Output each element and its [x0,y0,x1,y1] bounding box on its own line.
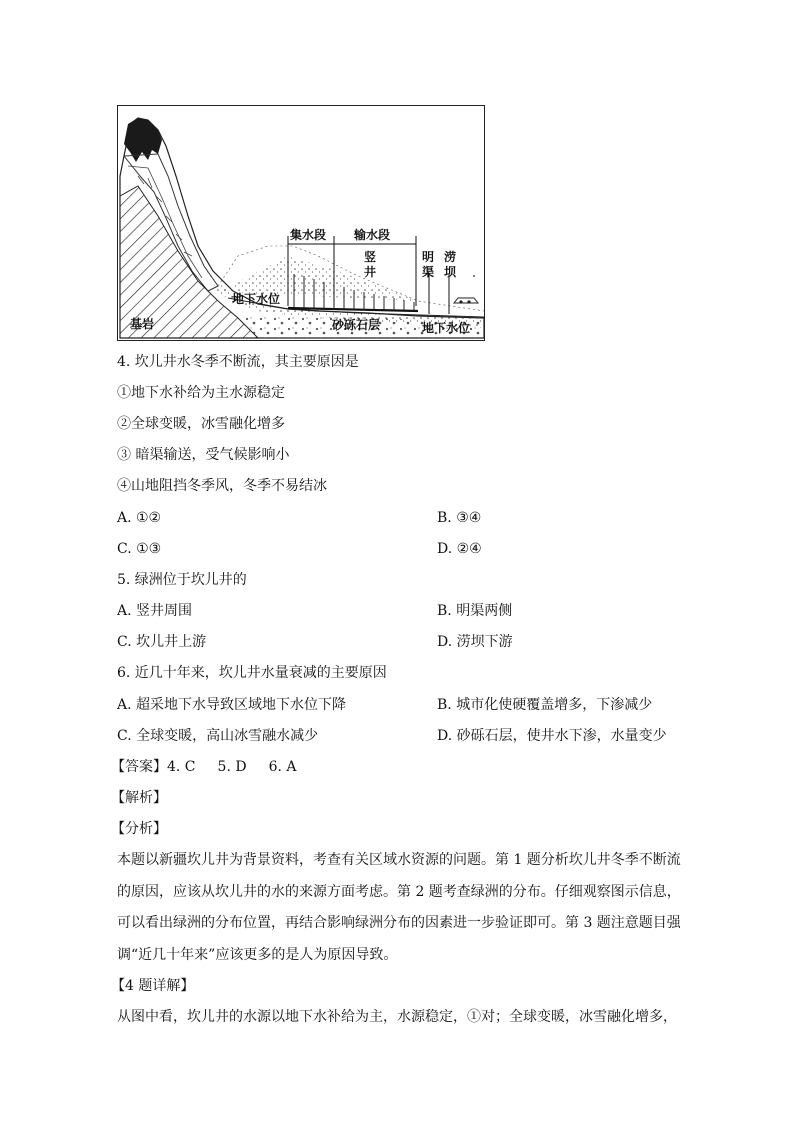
q5-stem: 5. 绿洲位于坎儿井的 [117,572,247,588]
label-transport-section: 输水段 [354,228,391,242]
label-dam-1: 涝 [444,250,457,264]
dam-shape [454,298,478,303]
answer-line [111,757,319,777]
answer-6: 6. A [268,759,297,775]
label-dam-2: 坝 [444,265,457,279]
label-bedrock: 基岩 [130,317,155,331]
detail-4-text: 从图中看，坎儿井的水源以地下水补给为主，水源稳定，①对；全球变暖，冰雪融化增多， [117,1009,677,1025]
q6-option-c: C. 全球变暖，高山冰雪融水减少 [117,728,319,744]
q4-item-1: ①地下水补给为主水源稳定 [117,385,285,401]
q4-option-c: C. ①③ [117,541,162,557]
answer-label: 【答案】 [111,759,167,775]
detail-4-heading: 【4 题详解】 [111,978,195,994]
answer-4: 4. C [167,759,196,775]
q4-item-3: ③ 暗渠输送，受气候影响小 [117,447,290,463]
analysis-heading: 【解析】 [111,790,167,806]
q6-option-a: A. 超采地下水导致区域地下水位下降 [117,697,347,713]
label-shaft-1: 竖 [364,250,377,264]
label-groundwater-right: 地下水位 [422,321,471,335]
q4-option-b: B. ③④ [437,510,482,526]
label-open-channel-1: 明 [422,250,435,264]
q5-option-b: B. 明渠两侧 [437,603,513,619]
q5-option-a: A. 竖井周围 [117,603,193,619]
answer-5: 5. D [217,759,247,775]
analysis-subheading: 【分析】 [111,821,167,837]
karez-diagram [117,105,485,341]
label-gravel-layer: 砂砾石层 [332,318,381,332]
q4-option-d: D. ②④ [437,541,482,557]
label-collection-section: 集水段 [290,228,327,242]
q4-stem: 4. 坎儿井水冬季不断流，其主要原因是 [117,354,359,370]
q5-option-d: D. 涝坝下游 [437,634,513,650]
q4-item-4: ④山地阻挡冬季风，冬季不易结冰 [117,478,327,494]
q6-option-d: D. 砂砾石层，使井水下渗，水量变少 [437,728,667,744]
label-open-channel-2: 渠 [422,265,435,279]
q5-option-c: C. 坎儿井上游 [117,634,207,650]
q4-option-a: A. ①② [117,510,162,526]
q6-option-b: B. 城市化使硬覆盖增多，下渗减少 [437,697,653,713]
q6-stem: 6. 近几十年来，坎儿井水量衰减的主要原因 [117,665,387,681]
analysis-paragraph: 本题以新疆坎儿井为背景资料，考查有关区域水资源的问题。第 1 题分析坎儿井冬季不断流的原因，应该从坎儿井的水的来源方面考虑。第 2 题考查绿洲的分布。仔细观察图示信息，可以看出绿洲的分布位置，再结合影响绿洲分布的因素进一步验证即可。第 3 题注意题目强调“近几十年来”应该更多的是人为原因导致。 [117,852,681,963]
label-shaft-2: 井 [364,265,377,279]
label-groundwater-left: 地下水位 [232,292,281,306]
q4-item-2: ②全球变暖，冰雪融化增多 [117,416,285,432]
karez-diagram-svg [118,106,484,340]
